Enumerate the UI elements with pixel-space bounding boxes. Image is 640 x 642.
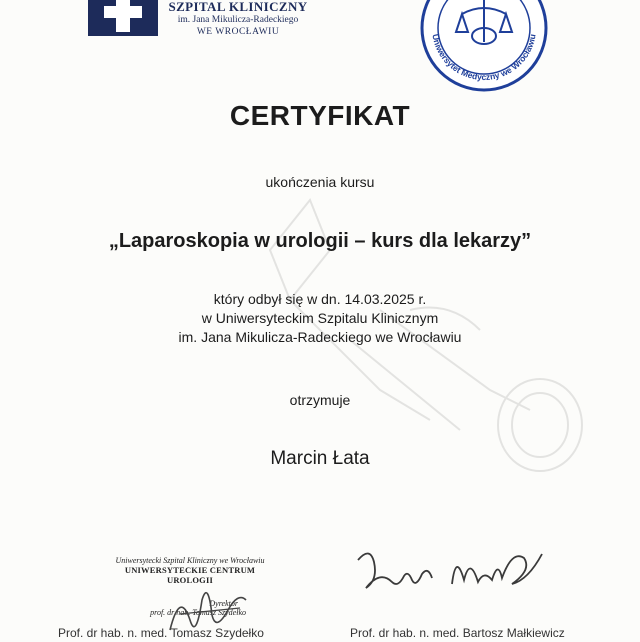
certificate-subtitle: ukończenia kursu [265, 174, 375, 190]
course-details [0, 290, 640, 347]
hospital-patron: im. Jana Mikulicza-Radeckiego [177, 15, 299, 25]
course-name: „Laparoskopia w urologii – kurs dla lekarzy” [108, 230, 532, 252]
stamp-director-line: prof. dr hab. Tomasz Szydełko [150, 608, 246, 617]
course-date-line: który odbył się w dn. 14.03.2025 r. [213, 291, 427, 307]
course-location-line: w Uniwersyteckim Szpitalu Klinicznym [201, 310, 439, 326]
stamp-role-line: Dyrektor [209, 599, 238, 608]
stamp-hospital-line: Uniwersytecki Szpital Kliniczny we Wrocławiu [115, 556, 265, 565]
hospital-name: SZPITAL KLINICZNY [168, 0, 308, 14]
right-signer-name: Prof. dr hab. n. med. Bartosz Małkiewicz [350, 626, 565, 640]
right-handwritten-signature [352, 540, 552, 602]
receives-label: otrzymuje [289, 392, 351, 408]
course-patron-line: im. Jana Mikulicza-Radeckiego we Wrocławiu [178, 329, 462, 345]
left-signer-name: Prof. dr hab. n. med. Tomasz Szydełko [58, 626, 264, 640]
university-seal-logo [418, 0, 550, 94]
certificate-title: CERTYFIKAT [229, 100, 411, 131]
seal-text: Uniwersytet Medyczny we Wrocławiu [430, 33, 538, 83]
recipient-name: Marcin Łata [270, 448, 370, 469]
hospital-city: WE WROCŁAWIU [196, 27, 280, 37]
hospital-title-block [168, 0, 308, 38]
hospital-cross-logo [88, 0, 158, 36]
stamp-department-line: UNIWERSYTECKIE CENTRUM UROLOGII [124, 565, 256, 585]
